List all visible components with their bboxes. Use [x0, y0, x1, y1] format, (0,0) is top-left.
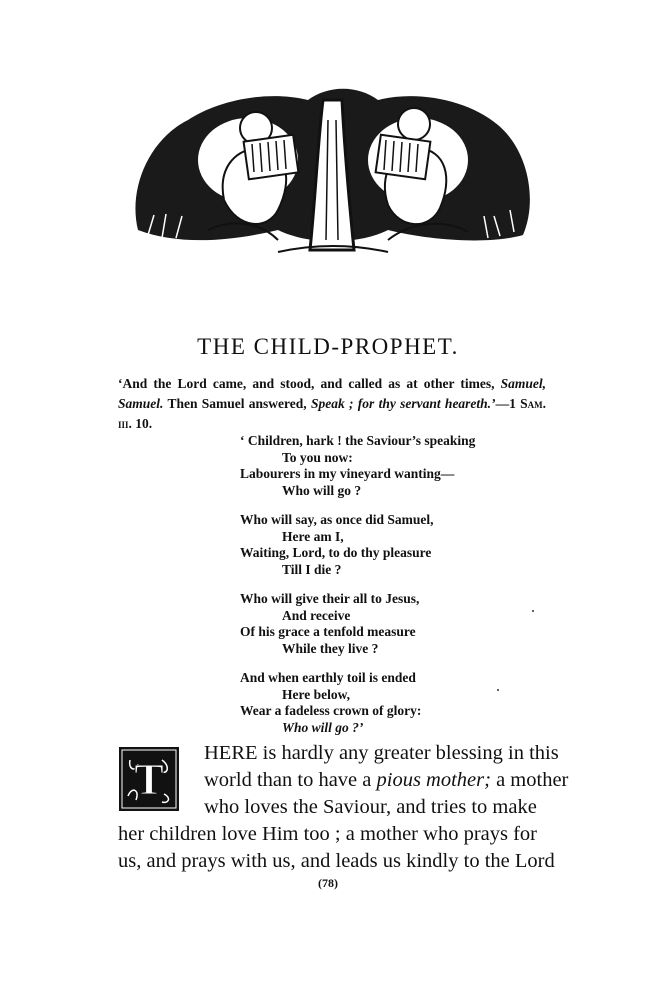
specks [532, 610, 534, 612]
poem-line: Labourers in my vineyard wanting— [240, 466, 455, 481]
epigraph-reference-verse: iii. 10. [118, 416, 153, 431]
body-text [118, 740, 580, 875]
epigraph-name-1: Samuel, [500, 376, 546, 391]
poem-line: Who will go ? [282, 482, 362, 498]
body-line: who loves the Saviour, and tries to make [204, 796, 537, 818]
poem-line [240, 720, 520, 737]
body-line: HERE is hardly any greater blessing in this [204, 742, 559, 764]
poem-line-italic: Who will go ?’ [282, 719, 364, 735]
epigraph-quote: Speak ; for thy servant heareth.’ [310, 396, 496, 411]
epigraph [118, 374, 546, 434]
epigraph-name-2: Samuel. [118, 396, 164, 411]
poem-line: Of his grace a tenfold measure [240, 624, 416, 639]
epigraph-text-2: Then Samuel answered, [163, 396, 311, 411]
poem-line: Here am I, [282, 528, 344, 544]
poem-stanza [240, 512, 520, 578]
poem [240, 433, 520, 749]
poem-line: Here below, [282, 686, 350, 702]
poem-line: Waiting, Lord, to do thy pleasure [240, 545, 432, 560]
poem-line: Wear a fadeless crown of glory: [240, 703, 422, 718]
epigraph-reference: —1 Sam. [495, 396, 546, 411]
page-number: (78) [318, 876, 338, 890]
chapter-title: THE CHILD-PROPHET. [197, 334, 459, 359]
poem-line: ‘ Children, hark ! the Saviour’s speaking [240, 433, 476, 448]
poem-stanza [240, 591, 520, 657]
poem-stanza [240, 670, 520, 736]
drop-cap-letter: T [134, 755, 164, 804]
body-line-text: world than to have a [204, 769, 377, 791]
body-line: her children love Him too ; a mother who prays for [118, 823, 537, 845]
body-line [118, 767, 580, 794]
poem-stanza [240, 433, 520, 499]
epigraph-text: ‘And the Lord came, and stood, and called as at other times, [118, 376, 501, 391]
specks [497, 689, 499, 691]
poem-line: And receive [282, 607, 351, 623]
poem-line: To you now: [282, 449, 353, 465]
poem-line: Who will say, as once did Samuel, [240, 512, 434, 527]
poem-line: Till I die ? [282, 561, 342, 577]
poem-line: Who will give their all to Jesus, [240, 591, 420, 606]
body-line: us, and prays with us, and leads us kindly to the Lord [118, 850, 555, 872]
body-line-text: a mother [490, 769, 569, 791]
body-emphasis: pious mother; [376, 769, 491, 791]
poem-line: While they live ? [282, 640, 379, 656]
woodcut-vignette [128, 80, 536, 258]
poem-line: And when earthly toil is ended [240, 670, 416, 685]
